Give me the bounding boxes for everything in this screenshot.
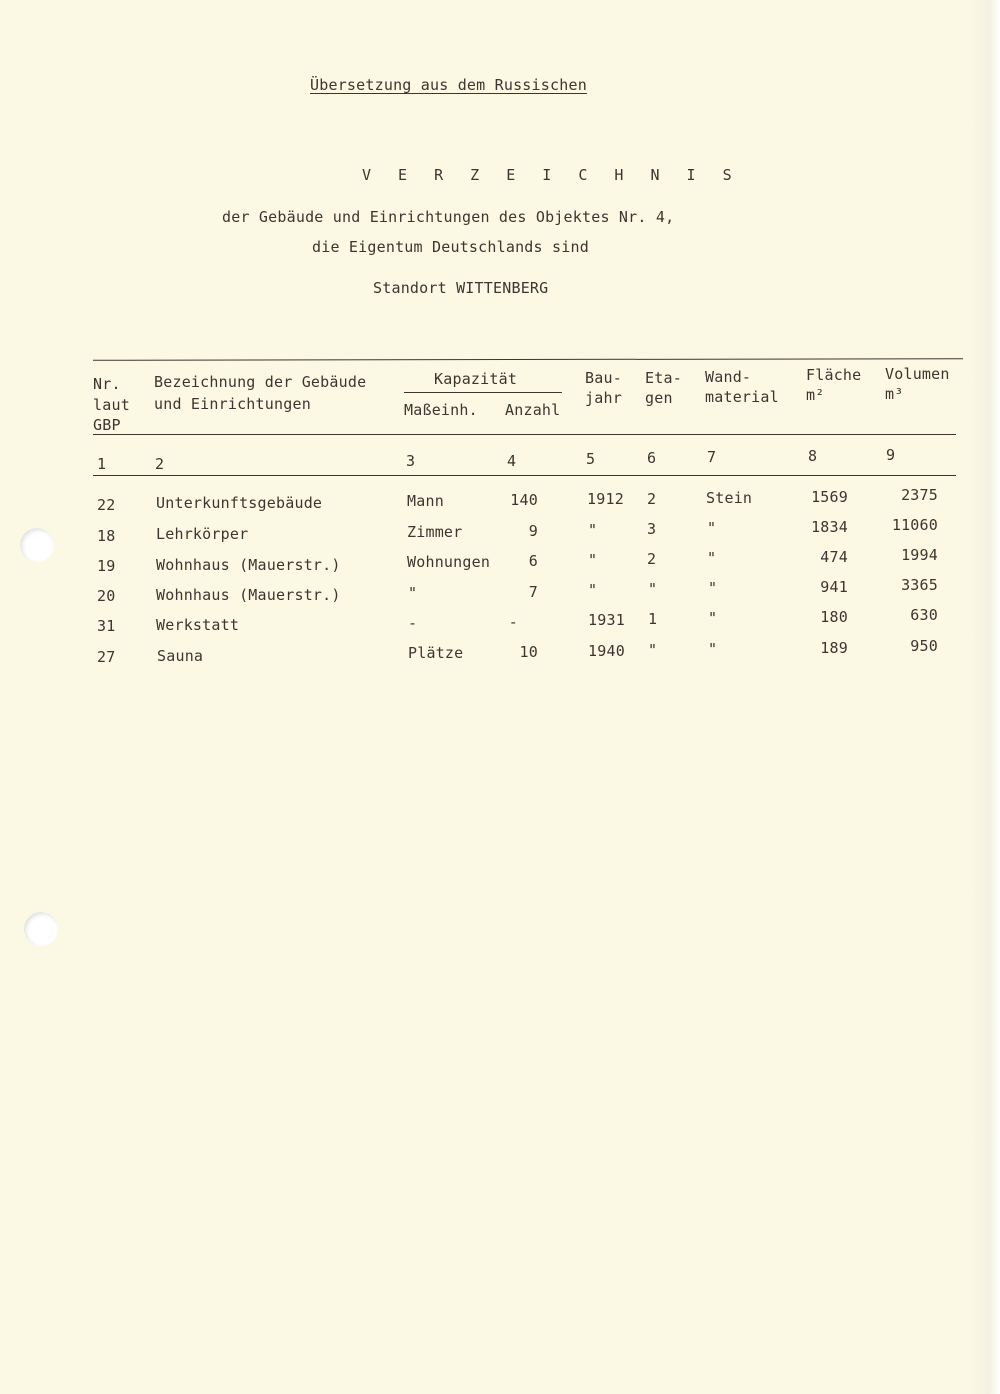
cell-year: " xyxy=(588,581,598,599)
location-line: Standort WITTENBERG xyxy=(373,279,549,297)
cell-count: 10 xyxy=(519,643,538,661)
index-bottom-rule xyxy=(93,475,956,476)
column-index: 8 xyxy=(808,447,818,465)
cell-name: Wohnhaus (Mauerstr.) xyxy=(156,556,341,574)
cell-nr: 22 xyxy=(97,496,116,514)
cell-name: Werkstatt xyxy=(156,616,240,634)
cell-wall: " xyxy=(707,519,717,537)
header-wandmaterial: Wand- xyxy=(705,368,752,386)
header-kapazitaet: Kapazität xyxy=(434,370,518,388)
cell-volume: 2375 xyxy=(901,486,938,504)
cell-floors: 2 xyxy=(647,550,657,568)
header-flaeche: m² xyxy=(806,386,825,404)
cell-wall: " xyxy=(707,549,717,567)
cell-nr: 27 xyxy=(97,648,116,666)
document-subtitle: der Gebäude und Einrichtungen des Objektes Nr. 4, xyxy=(222,208,675,226)
header-nr: Nr. xyxy=(93,375,121,393)
cell-nr: 18 xyxy=(97,527,116,545)
cell-area: 1834 xyxy=(811,518,848,536)
cell-year: 1912 xyxy=(587,490,624,508)
capacity-rule xyxy=(404,392,562,393)
cell-wall: Stein xyxy=(706,489,753,507)
cell-floors: " xyxy=(648,641,658,659)
cell-nr: 19 xyxy=(97,557,116,575)
header-flaeche: Fläche xyxy=(806,366,862,384)
header-etagen: Eta- xyxy=(645,369,682,387)
header-bezeichnung: Bezeichnung der Gebäude xyxy=(154,373,367,391)
cell-area: 189 xyxy=(820,639,848,657)
translation-note: Übersetzung aus dem Russischen xyxy=(310,76,587,94)
header-volumen: Volumen xyxy=(885,365,950,383)
header-nr: GBP xyxy=(93,416,121,434)
header-baujahr: jahr xyxy=(585,389,622,407)
cell-wall: " xyxy=(708,579,718,597)
header-anzahl: Anzahl xyxy=(505,401,561,419)
cell-year: 1931 xyxy=(588,611,625,629)
column-index: 9 xyxy=(886,446,896,464)
punch-hole xyxy=(24,912,58,946)
punch-hole xyxy=(20,528,54,562)
cell-name: Wohnhaus (Mauerstr.) xyxy=(156,586,341,604)
column-index: 5 xyxy=(586,450,596,468)
cell-name: Lehrkörper xyxy=(156,525,249,543)
cell-name: Unterkunftsgebäude xyxy=(156,494,323,512)
cell-volume: 630 xyxy=(910,606,938,624)
cell-nr: 20 xyxy=(97,587,116,605)
cell-unit: Mann xyxy=(407,492,444,510)
header-volumen: m³ xyxy=(885,385,904,403)
page-edge xyxy=(972,0,1000,1394)
cell-area: 474 xyxy=(820,548,848,566)
header-bezeichnung: und Einrichtungen xyxy=(154,395,311,413)
cell-year: 1940 xyxy=(588,642,625,660)
cell-unit: Plätze xyxy=(408,644,464,662)
cell-count: 6 xyxy=(528,552,538,570)
cell-area: 941 xyxy=(820,578,848,596)
cell-count: 7 xyxy=(528,583,538,601)
cell-floors: 1 xyxy=(648,610,658,628)
table-top-rule xyxy=(93,358,963,361)
column-index: 2 xyxy=(155,455,165,473)
header-etagen: gen xyxy=(645,389,673,407)
header-baujahr: Bau- xyxy=(585,369,622,387)
cell-count: 140 xyxy=(510,491,538,509)
header-nr: laut xyxy=(93,396,130,414)
cell-floors: " xyxy=(648,580,658,598)
cell-year: " xyxy=(588,521,598,539)
document-title: V E R Z E I C H N I S xyxy=(362,166,741,184)
cell-floors: 2 xyxy=(647,490,657,508)
cell-count: 9 xyxy=(528,522,538,540)
header-masseinheit: Maßeinh. xyxy=(404,401,478,419)
cell-volume: 1994 xyxy=(901,546,938,564)
column-index: 4 xyxy=(507,452,517,470)
cell-unit: " xyxy=(408,584,418,602)
column-index: 1 xyxy=(97,455,107,473)
column-index: 7 xyxy=(707,448,717,466)
cell-name: Sauna xyxy=(157,647,204,665)
cell-wall: " xyxy=(708,640,718,658)
column-index: 6 xyxy=(647,449,657,467)
cell-floors: 3 xyxy=(647,520,657,538)
document-subtitle: die Eigentum Deutschlands sind xyxy=(312,238,589,256)
cell-year: " xyxy=(588,551,598,569)
column-index: 3 xyxy=(406,452,416,470)
cell-count: - xyxy=(508,613,518,631)
cell-wall: " xyxy=(708,609,718,627)
cell-unit: - xyxy=(408,614,418,632)
header-wandmaterial: material xyxy=(705,388,779,406)
header-bottom-rule xyxy=(93,434,956,435)
cell-volume: 950 xyxy=(910,637,938,655)
cell-nr: 31 xyxy=(97,617,116,635)
cell-area: 180 xyxy=(820,608,848,626)
cell-volume: 11060 xyxy=(891,516,938,534)
cell-area: 1569 xyxy=(811,488,848,506)
cell-volume: 3365 xyxy=(901,576,938,594)
cell-unit: Zimmer xyxy=(407,523,463,541)
cell-unit: Wohnungen xyxy=(407,553,491,571)
